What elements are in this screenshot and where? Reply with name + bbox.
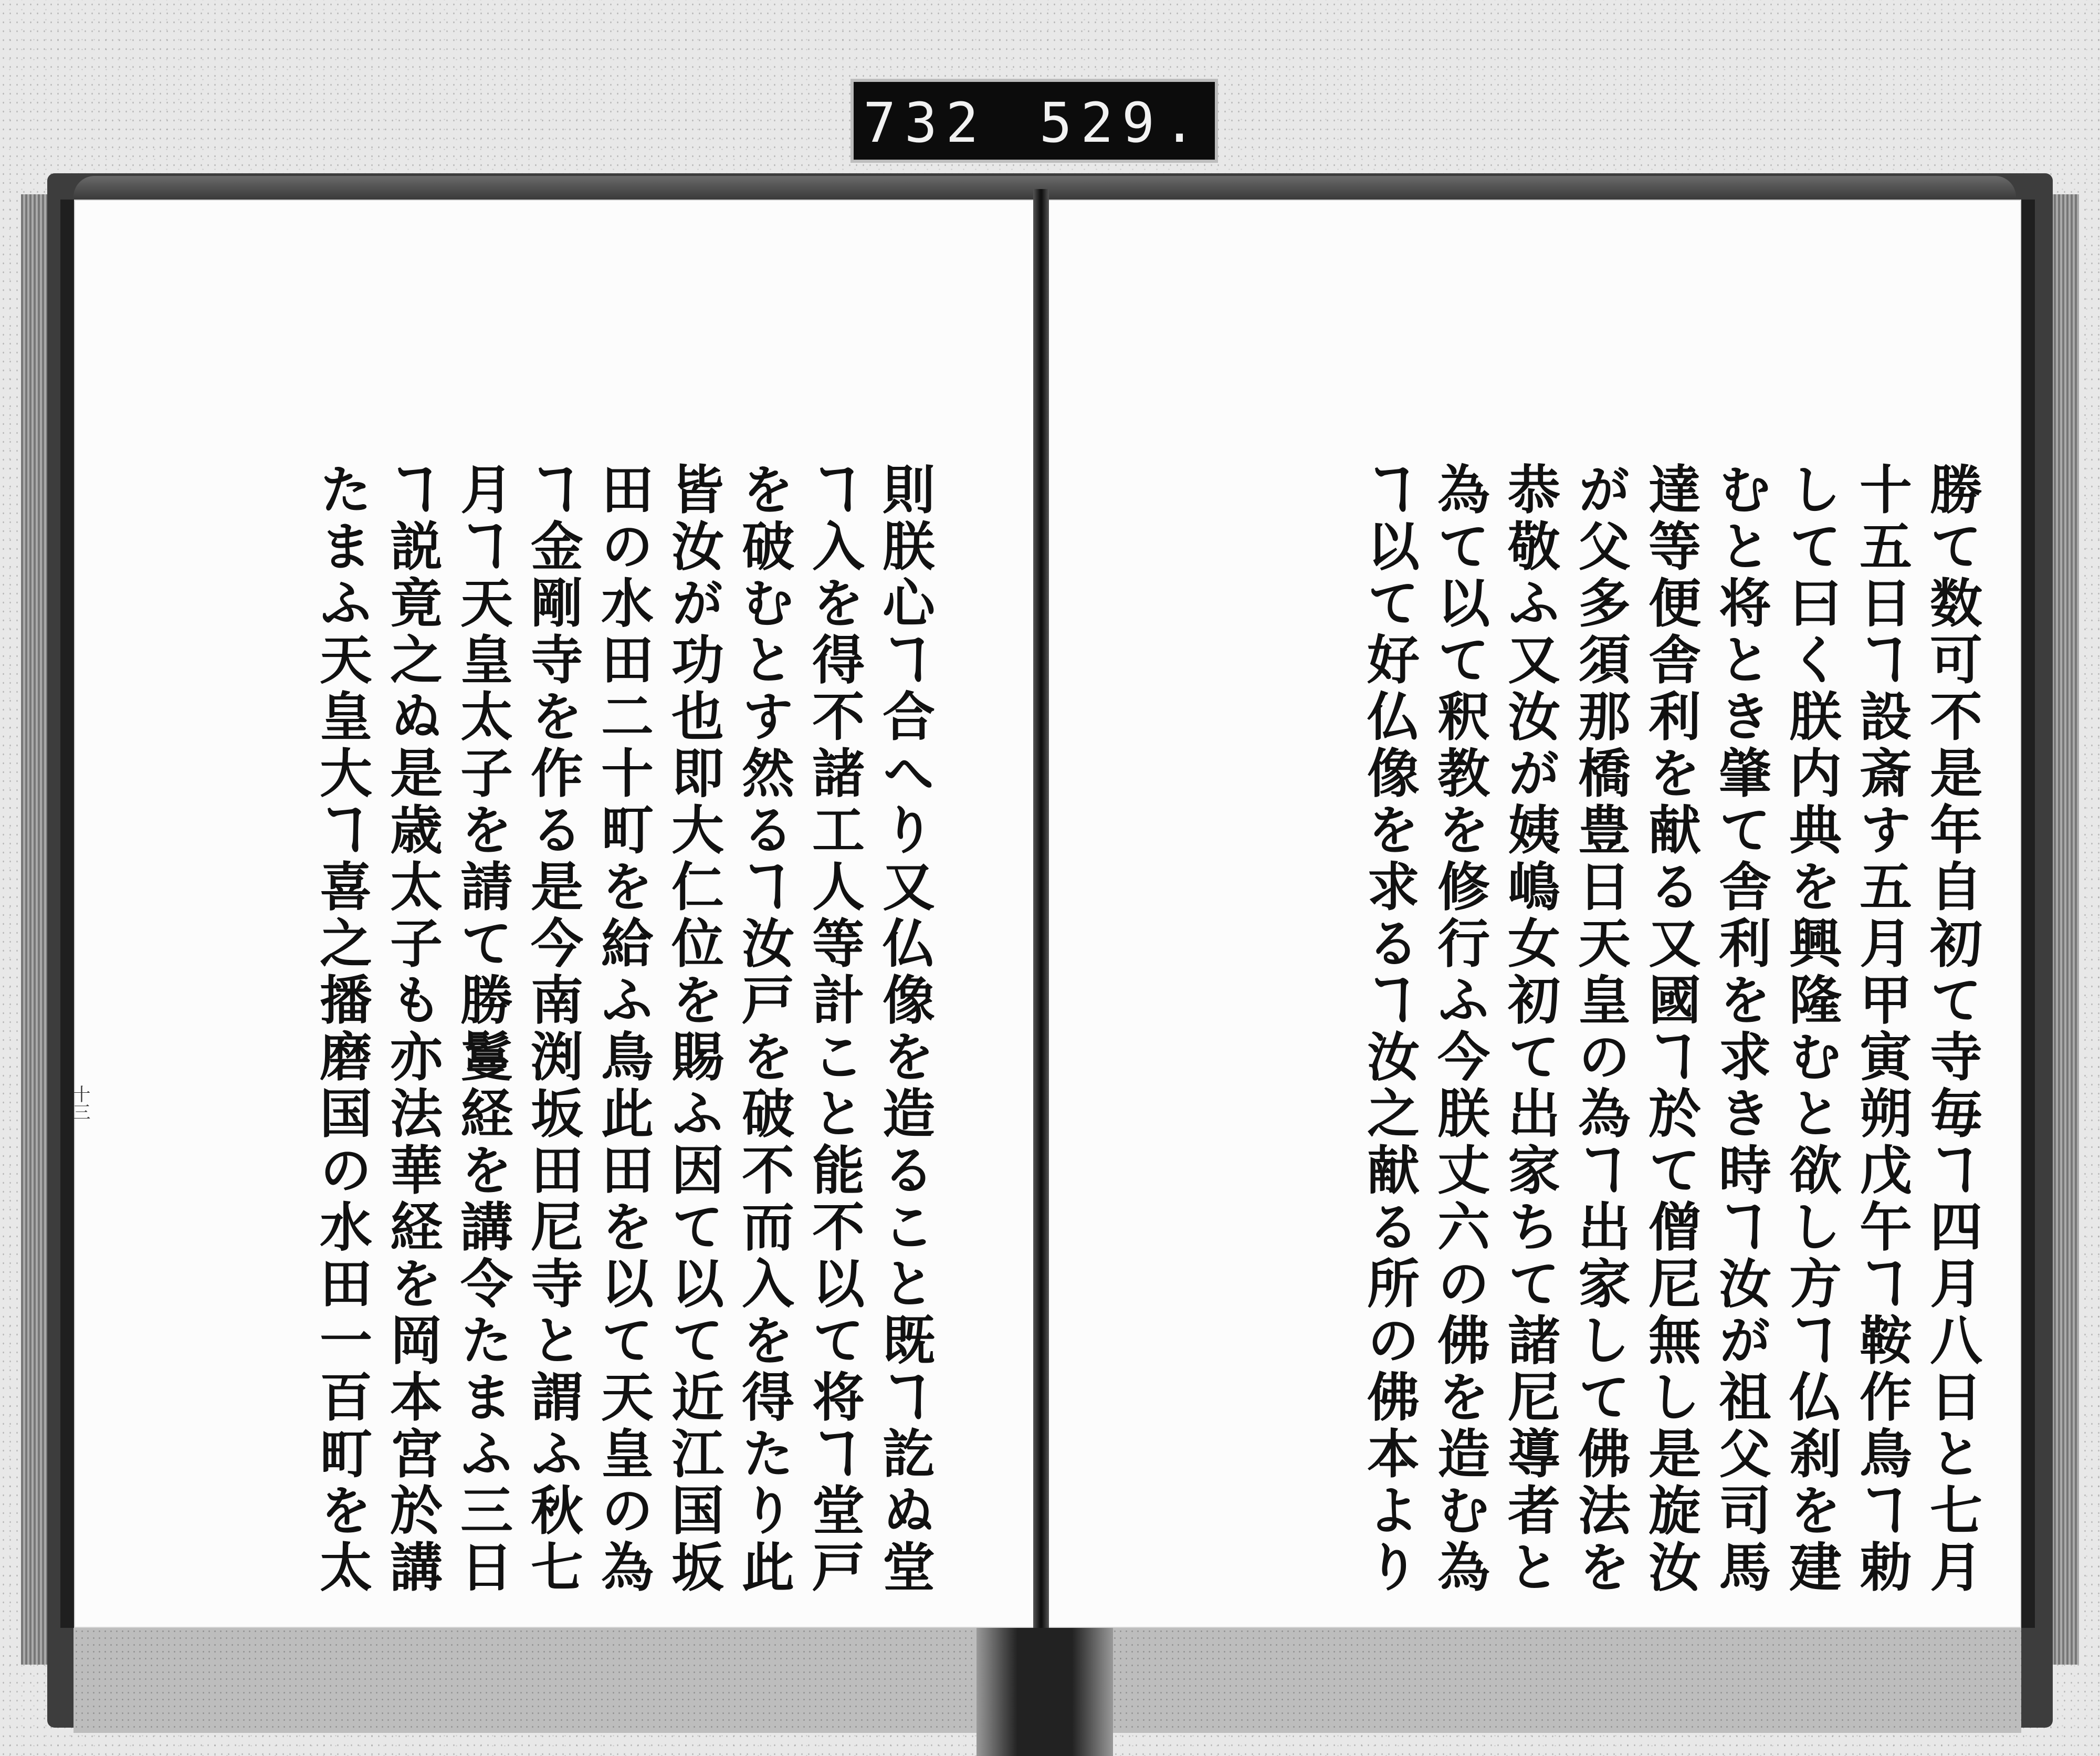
catalog-number-left: 732 — [863, 91, 987, 155]
text-column: ヿ金剛寺を作る是今南渕坂田尼寺と謂ふ秋七 — [522, 462, 584, 1596]
text-column: を破むとす然るヿ汝戸を破不而入を得たり此 — [733, 462, 795, 1596]
text-column: 田の水田二十町を給ふ鳥此田を以て天皇の為 — [592, 462, 654, 1596]
text-column: ヿ以て好仏像を求るヿ汝之献る所の佛本より — [1358, 462, 1420, 1596]
text-column: ヿ説竟之ぬ是歳太子も亦法華経を岡本宮於講 — [381, 462, 443, 1596]
book-gutter — [1033, 189, 1049, 1659]
catalog-number-right: 529. — [1039, 91, 1204, 155]
text-column: して曰く朕内典を興隆むと欲し方ヿ仏刹を建 — [1780, 462, 1842, 1596]
text-column: 十五日ヿ設斎す五月甲寅朔戊午ヿ鞍作鳥ヿ勅 — [1851, 462, 1913, 1596]
scan-bottom-right — [1066, 1628, 2021, 1733]
page-number: 十三 — [69, 1085, 90, 1121]
text-column: 皆汝が功也即大仁位を賜ふ因て以て近江国坂 — [663, 462, 724, 1596]
text-column: 為て以て釈教を修行ふ今朕丈六の佛を造む為 — [1429, 462, 1490, 1596]
right-page-text — [1179, 462, 1987, 1596]
scan-bottom-left — [74, 1628, 1018, 1733]
text-column: 達等便舎利を献る又國ヿ於て僧尼無し是旋汝 — [1640, 462, 1702, 1596]
text-column: むと将とき肇て舎利を求き時ヿ汝が祖父司馬 — [1710, 462, 1772, 1596]
text-column: 恭敬ふ又汝が姨嶋女初て出家ちて諸尼導者と — [1499, 462, 1561, 1596]
text-column: 則朕心ヿ合へり又仏像を造ること既ヿ訖ぬ堂 — [874, 462, 936, 1596]
scan-bottom-spine — [976, 1628, 1113, 1756]
left-page-text — [121, 462, 940, 1596]
text-column: 月ヿ天皇太子を請て勝鬘経を講令たまふ三日 — [452, 462, 513, 1596]
text-column: 勝て数可不是年自初て寺毎ヿ四月八日と七月 — [1921, 462, 1983, 1596]
catalog-label — [850, 79, 1218, 163]
text-column: ヿ入を得不諸工人等計こと能不以て将ヿ堂戸 — [803, 462, 865, 1596]
text-column: たまふ天皇大ヿ喜之播磨国の水田一百町を太 — [311, 462, 373, 1596]
text-column: が父多須那橋豊日天皇の為ヿ出家して佛法を — [1569, 462, 1631, 1596]
